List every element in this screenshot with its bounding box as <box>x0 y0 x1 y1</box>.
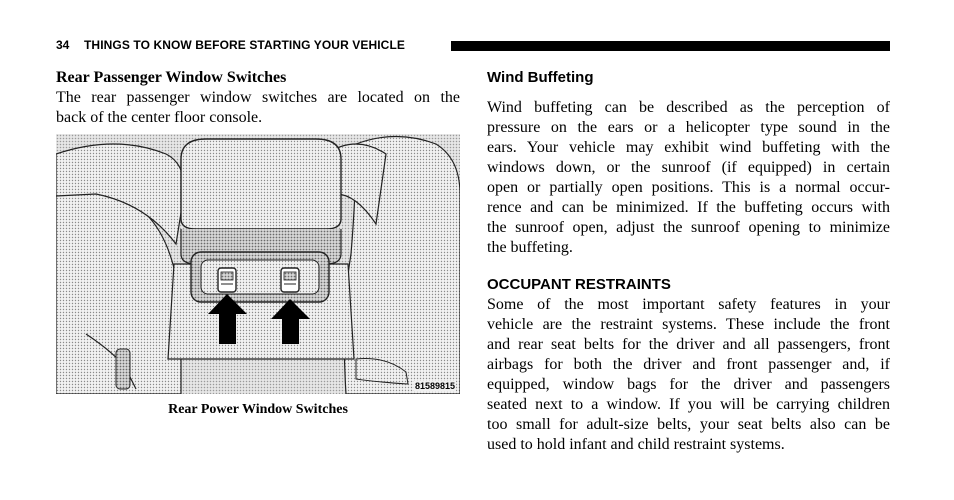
text-line: Some of the most important safety features in your <box>487 296 890 313</box>
occupant-restraints-paragraph <box>487 295 890 455</box>
running-title: THINGS TO KNOW BEFORE STARTING YOUR VEHICLE <box>84 38 405 52</box>
rear-window-switches-paragraph <box>56 88 460 128</box>
text-line: airbags for both the driver and front passenger and, if <box>487 356 890 373</box>
text-line: used to hold infant and child restraint systems. <box>487 436 785 453</box>
text-line: seated next to a window. If you will be carrying children <box>487 396 890 413</box>
console-armrest <box>181 139 341 229</box>
text-line: the sunroof open, adjust the sunroof opening to minimize <box>487 219 890 236</box>
text-line: rence and can be minimized. If the buffeting occurs with <box>487 199 890 216</box>
occupant-restraints-heading: OCCUPANT RESTRAINTS <box>487 276 671 293</box>
page-number: 34 <box>56 38 70 52</box>
rear-window-switches-illustration <box>56 134 460 394</box>
text-line: and rear seat belts for the driver and all passengers, front <box>487 336 890 353</box>
text-line: the buffeting. <box>487 239 573 256</box>
text-line: equipped, window bags for the driver and passengers <box>487 376 890 393</box>
text-line: The rear passenger window switches are located on the <box>56 89 460 106</box>
wind-buffeting-paragraph <box>487 98 890 258</box>
text-line: vehicle are the restraint systems. These include the front <box>487 316 890 333</box>
text-line: ears. Your vehicle may exhibit wind buffeting with the <box>487 139 890 156</box>
figure-caption: Rear Power Window Switches <box>168 402 348 417</box>
text-line: Wind buffeting can be described as the perception of <box>487 99 890 116</box>
rear-window-switches-heading: Rear Passenger Window Switches <box>56 69 287 86</box>
header-rule-bar <box>451 41 890 51</box>
right-column <box>487 68 890 455</box>
page-header <box>56 37 890 55</box>
console-illustration <box>56 134 460 394</box>
text-line: pressure on the ears or a helicopter type sound in the <box>487 119 890 136</box>
text-line: open or partially open positions. This is a normal occur- <box>487 179 890 196</box>
figure-id: 81589815 <box>414 381 455 391</box>
text-line: too small for adult-size belts, your seat belts also can be <box>487 416 890 433</box>
text-line: windows down, or the sunroof (if equipped) in certain <box>487 159 890 176</box>
wind-buffeting-heading: Wind Buffeting <box>487 69 594 86</box>
text-line: back of the center floor console. <box>56 109 263 126</box>
left-window-switch-icon <box>218 268 236 292</box>
right-window-switch-icon <box>281 268 299 292</box>
left-column <box>56 68 460 128</box>
